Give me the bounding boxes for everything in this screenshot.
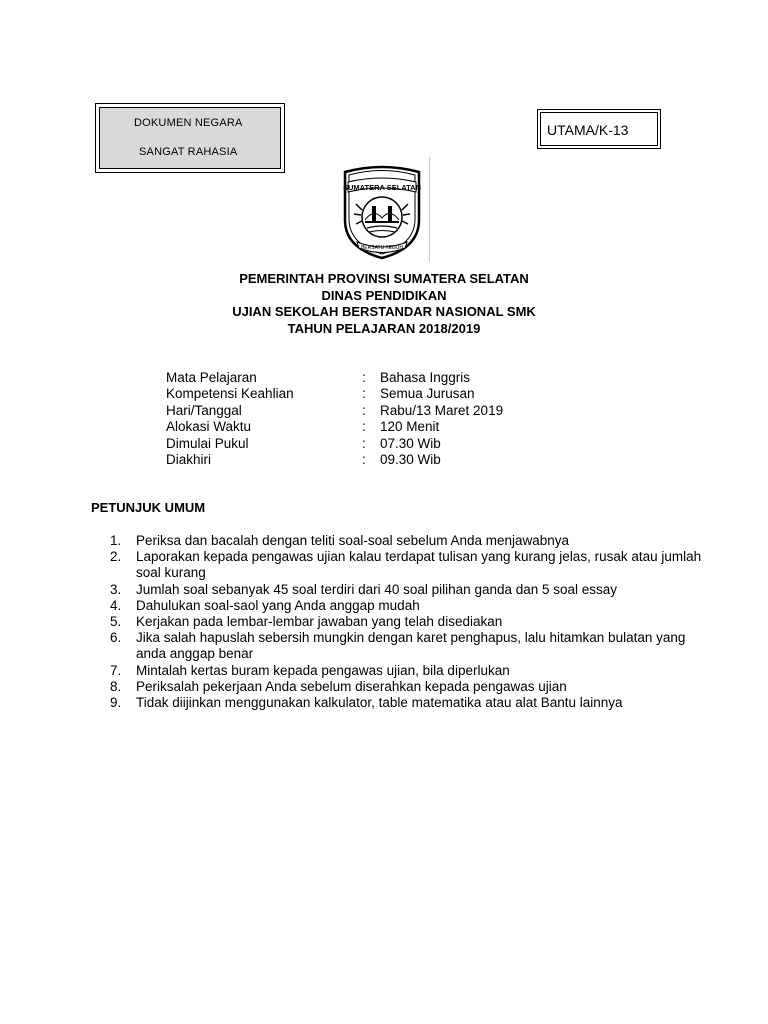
info-label: Diakhiri bbox=[166, 451, 212, 467]
info-separator: : bbox=[362, 451, 366, 467]
document-heading bbox=[0, 271, 768, 337]
heading-line-4: TAHUN PELAJARAN 2018/2019 bbox=[287, 320, 481, 336]
emblem-top-text: SUMATERA SELATAN bbox=[342, 183, 422, 192]
list-item-text: Jumlah soal sebanyak 45 soal terdiri dari 40 soal pilihan ganda dan 5 soal essay bbox=[136, 581, 618, 597]
province-emblem-icon bbox=[339, 162, 425, 260]
info-separator: : bbox=[362, 419, 366, 435]
list-item-text: Kerjakan pada lembar-lembar jawaban yang telah disediakan bbox=[136, 614, 503, 630]
instructions-list bbox=[110, 533, 710, 711]
heading-line-2: DINAS PENDIDIKAN bbox=[321, 287, 447, 303]
classification-box bbox=[95, 103, 285, 173]
document-code-box bbox=[537, 109, 661, 149]
info-label: Hari/Tanggal bbox=[166, 402, 242, 418]
list-item-text: Laporakan kepada pengawas ujian kalau terdapat tulisan yang kurang jelas, rusak atau jumlah soal kurang bbox=[136, 549, 702, 581]
list-item bbox=[110, 533, 710, 549]
info-value: 09.30 Wib bbox=[380, 451, 441, 467]
emblem-frame bbox=[336, 157, 430, 262]
list-item-number: 9. bbox=[110, 695, 122, 711]
classification-box-inner bbox=[99, 107, 281, 169]
list-item-number: 8. bbox=[110, 678, 122, 694]
info-value: 120 Menit bbox=[380, 419, 440, 435]
list-item bbox=[110, 582, 710, 598]
list-item-text: Tidak diijinkan menggunakan kalkulator, table matematika atau alat Bantu lainnya bbox=[136, 695, 623, 711]
classification-line-1: DOKUMEN NEGARA bbox=[134, 117, 243, 129]
list-item-number: 6. bbox=[110, 630, 122, 646]
info-label: Kompetensi Keahlian bbox=[166, 386, 294, 402]
list-item bbox=[110, 614, 710, 630]
list-item-text: Mintalah kertas buram kepada pengawas ujian, bila diperlukan bbox=[136, 662, 510, 678]
list-item bbox=[110, 549, 710, 581]
list-item-text: Periksalah pekerjaan Anda sebelum diserahkan kepada pengawas ujian bbox=[136, 678, 567, 694]
document-code: UTAMA/K-13 bbox=[540, 112, 658, 146]
info-separator: : bbox=[362, 402, 366, 418]
info-value: 07.30 Wib bbox=[380, 435, 441, 451]
list-item-number: 2. bbox=[110, 549, 122, 565]
heading-line-1: PEMERINTAH PROVINSI SUMATERA SELATAN bbox=[239, 271, 529, 286]
list-item-number: 7. bbox=[110, 662, 122, 678]
info-value: Bahasa Inggris bbox=[380, 370, 471, 385]
list-item bbox=[110, 679, 710, 695]
list-item-number: 4. bbox=[110, 597, 122, 613]
list-item bbox=[110, 598, 710, 614]
list-item bbox=[110, 663, 710, 679]
emblem-bottom-text: BERSATU TEGUH bbox=[360, 245, 404, 251]
list-item-text: Dahulukan soal-saol yang Anda anggap mudah bbox=[136, 597, 420, 613]
info-label: Alokasi Waktu bbox=[166, 419, 252, 435]
info-separator: : bbox=[362, 370, 366, 385]
info-value: Rabu/13 Maret 2019 bbox=[380, 402, 504, 418]
list-item-number: 1. bbox=[110, 533, 122, 548]
info-label: Dimulai Pukul bbox=[166, 435, 249, 451]
list-item-text: Jika salah hapuslah sebersih mungkin dengan karet penghapus, lalu hitamkan bulatan yang anda anggap benar bbox=[136, 630, 686, 662]
heading-line-3: UJIAN SEKOLAH BERSTANDAR NASIONAL SMK bbox=[232, 304, 536, 319]
list-item-number: 3. bbox=[110, 581, 122, 597]
info-value: Semua Jurusan bbox=[380, 386, 475, 402]
info-separator: : bbox=[362, 386, 366, 402]
list-item-text: Periksa dan bacalah dengan teliti soal-soal sebelum Anda menjawabnya bbox=[136, 533, 570, 548]
info-label: Mata Pelajaran bbox=[166, 370, 257, 385]
list-item-number: 5. bbox=[110, 614, 122, 630]
section-title: PETUNJUK UMUM bbox=[91, 500, 206, 515]
info-separator: : bbox=[362, 435, 366, 451]
classification-line-2: SANGAT RAHASIA bbox=[139, 146, 238, 158]
list-item bbox=[110, 630, 710, 662]
list-item bbox=[110, 695, 710, 711]
